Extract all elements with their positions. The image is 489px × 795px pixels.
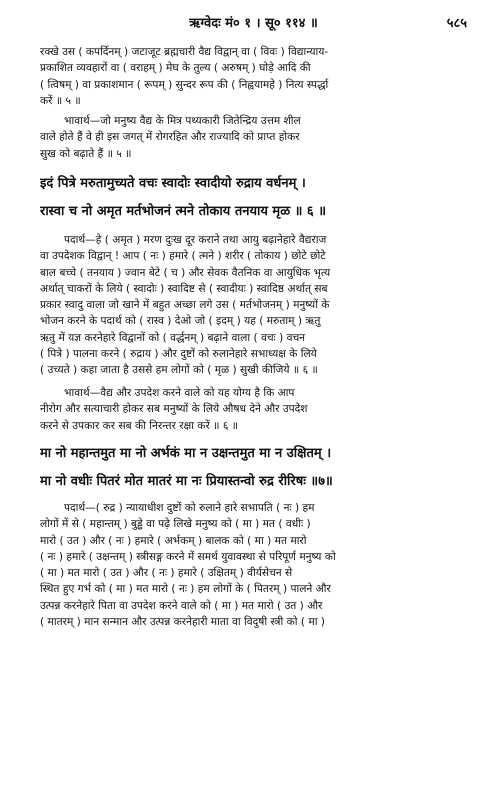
text-line: भोजन करने के पदार्थ को ( रास्व ) देओ जो ( इदम् ) यह ( मरुताम् ) ऋतु: [40, 315, 321, 328]
mantra-line: रास्वा च नो अमृत मर्तभोजनं त्मने तोकाय तनयाय मृळ ॥ ६ ॥: [40, 204, 326, 219]
block1-text: [40, 44, 465, 109]
text-line: ( त्विषम् ) वा प्रकाशमान ( रूपम् ) सुन्दर रूप की ( निह्वयामहे ) नित्य स्पर्द्धा: [40, 78, 329, 91]
mantra-7: [40, 440, 465, 496]
text-line: वाले होते हैं वे ही इस जगत् में रोगरहित और राज्यादि को प्राप्त होकर: [40, 131, 300, 144]
text-line: लोगों में से ( महान्तम् ) बुड्ढे वा पढ़े लिखे मनुष्य को ( मा ) मत ( वधीः ): [40, 518, 311, 531]
text-line: वा उपदेशक विद्वान् ! आप ( नः ) हमारे ( त्मने ) शरीर ( तोकाय ) छोटे छोटे: [40, 250, 326, 263]
text-line: मारो ( उत ) और ( नः ) हमारे ( अर्भकम् ) बालक को ( मा ) मत मारो: [40, 534, 307, 547]
mantra-6: [40, 170, 465, 226]
text-line: प्रकार स्वादु वाला जो खाने में बहुत अच्छा लगे उस ( मर्तभोजनम् ) मनुष्यों के: [40, 299, 330, 312]
text-line: प्रकाशित व्यवहारों वा ( वराहम् ) मेघ के तुल्य ( अरुषम् ) घोड़े आदि की: [40, 62, 311, 75]
mantra-line: इदं पित्रे मरुतामुच्यते वचः स्वादोः स्वादीयो रुद्राय वर्धनम् ।: [40, 176, 306, 191]
running-title: ऋग्वेदः मं० १ । सू० ११४ ॥: [189, 16, 318, 31]
text-line: स्थित हुए गर्भ को ( मा ) मत मारो ( नः ) हम लोगों के ( पितरम् ) पालने और: [40, 583, 331, 596]
text-line: रक्खे उस ( कपर्दिनम् ) जटाजूट ब्रह्मचारी वैद्य विद्वान् वा ( विवः ) विद्यान्याय-: [40, 46, 329, 58]
padartha-7: [40, 500, 465, 630]
page-number: ५८५: [446, 16, 467, 31]
text-line: ( मातरम् ) मान सन्मान और उत्पन्न करनेहारी माता वा विदुषी स्त्री को ( मा ): [40, 616, 325, 629]
text-line: बाल बच्चे ( तनयाय ) ज्वान बेटे ( च ) और सेवक वैतनिक वा आयुधिक भृत्य: [40, 266, 331, 279]
text-line: करने से उपकार कर सब की निरन्तर रक्षा करें ॥ ६ ॥: [40, 419, 239, 432]
text-line: भावार्थ—जो मनुष्य वैद्य के मित्र पथ्यकारी जितेन्द्रिय उत्तम शील: [64, 115, 301, 127]
text-line: अर्थात् चाकरों के लिये ( स्वादोः ) स्वादिष्ट से ( स्वादीयः ) स्वादिष्ठ अर्थात् सब: [40, 282, 328, 295]
text-line: करें ॥ ५ ॥: [40, 94, 81, 107]
bhavartha-6: [40, 385, 465, 434]
text-line: ( नः ) हमारे ( उक्षन्तम् ) स्त्रीसङ्ग करने में समर्थ युवावस्था से परिपूर्ण मनुष्य को: [40, 550, 336, 563]
text-line: पदार्थ—( रुद्र ) न्यायाधीश दुष्टों को रुलाने हारे सभापति ( नः ) हम: [64, 502, 315, 514]
text-line: पदार्थ—हे ( अमृत ) मरण दुःख दूर कराने तथा आयु बढ़ानेहारे वैद्यराज: [64, 234, 327, 246]
text-line: नीरोग और सत्याचारी होकर सब मनुष्यों के लिये औषध देने और उपदेश: [40, 403, 308, 416]
mantra-line: मा नो वधीः पितरं मोत मातरं मा नः प्रियास्तन्वो रुद्र रीरिषः ॥७॥: [40, 474, 333, 489]
text-line: ऋतु में यज्ञ करनेहारे विद्वानों को ( वर्द्धनम् ) बढ़ाने वाला ( वचः ) वचन: [40, 331, 306, 344]
page-header: [40, 10, 467, 34]
text-line: भावार्थ—वैद्य और उपदेश करने वाले को यह योग्य है कि आप: [64, 387, 295, 399]
mantra-line: मा नो महान्तमुत मा नो अर्भकं मा न उक्षन्तमुत मा न उक्षितम् ।: [40, 446, 332, 461]
padartha-6: [40, 232, 465, 379]
text-line: ( उच्यते ) कहा जाता है उससे हम लोगों को ( मृळ ) सुखी कीजिये ॥ ६ ॥: [40, 364, 318, 377]
text-line: ( पित्रे ) पालना करने ( रुद्राय ) और दुष्टों को रुलानेहारे सभाध्यक्ष के लिये: [40, 348, 317, 361]
bhavartha-5: [40, 113, 465, 162]
text-line: सुख को बढ़ाते हैं ॥ ५ ॥: [40, 147, 132, 160]
text-line: ( मा ) मत मारो ( उत ) और ( नः ) हमारे ( उक्षितम् ) वीर्यसेचन से: [40, 567, 293, 580]
text-line: उत्पन्न करनेहारे पिता वा उपदेश करने वाले को ( मा ) मत मारो ( उत ) और: [40, 599, 323, 612]
